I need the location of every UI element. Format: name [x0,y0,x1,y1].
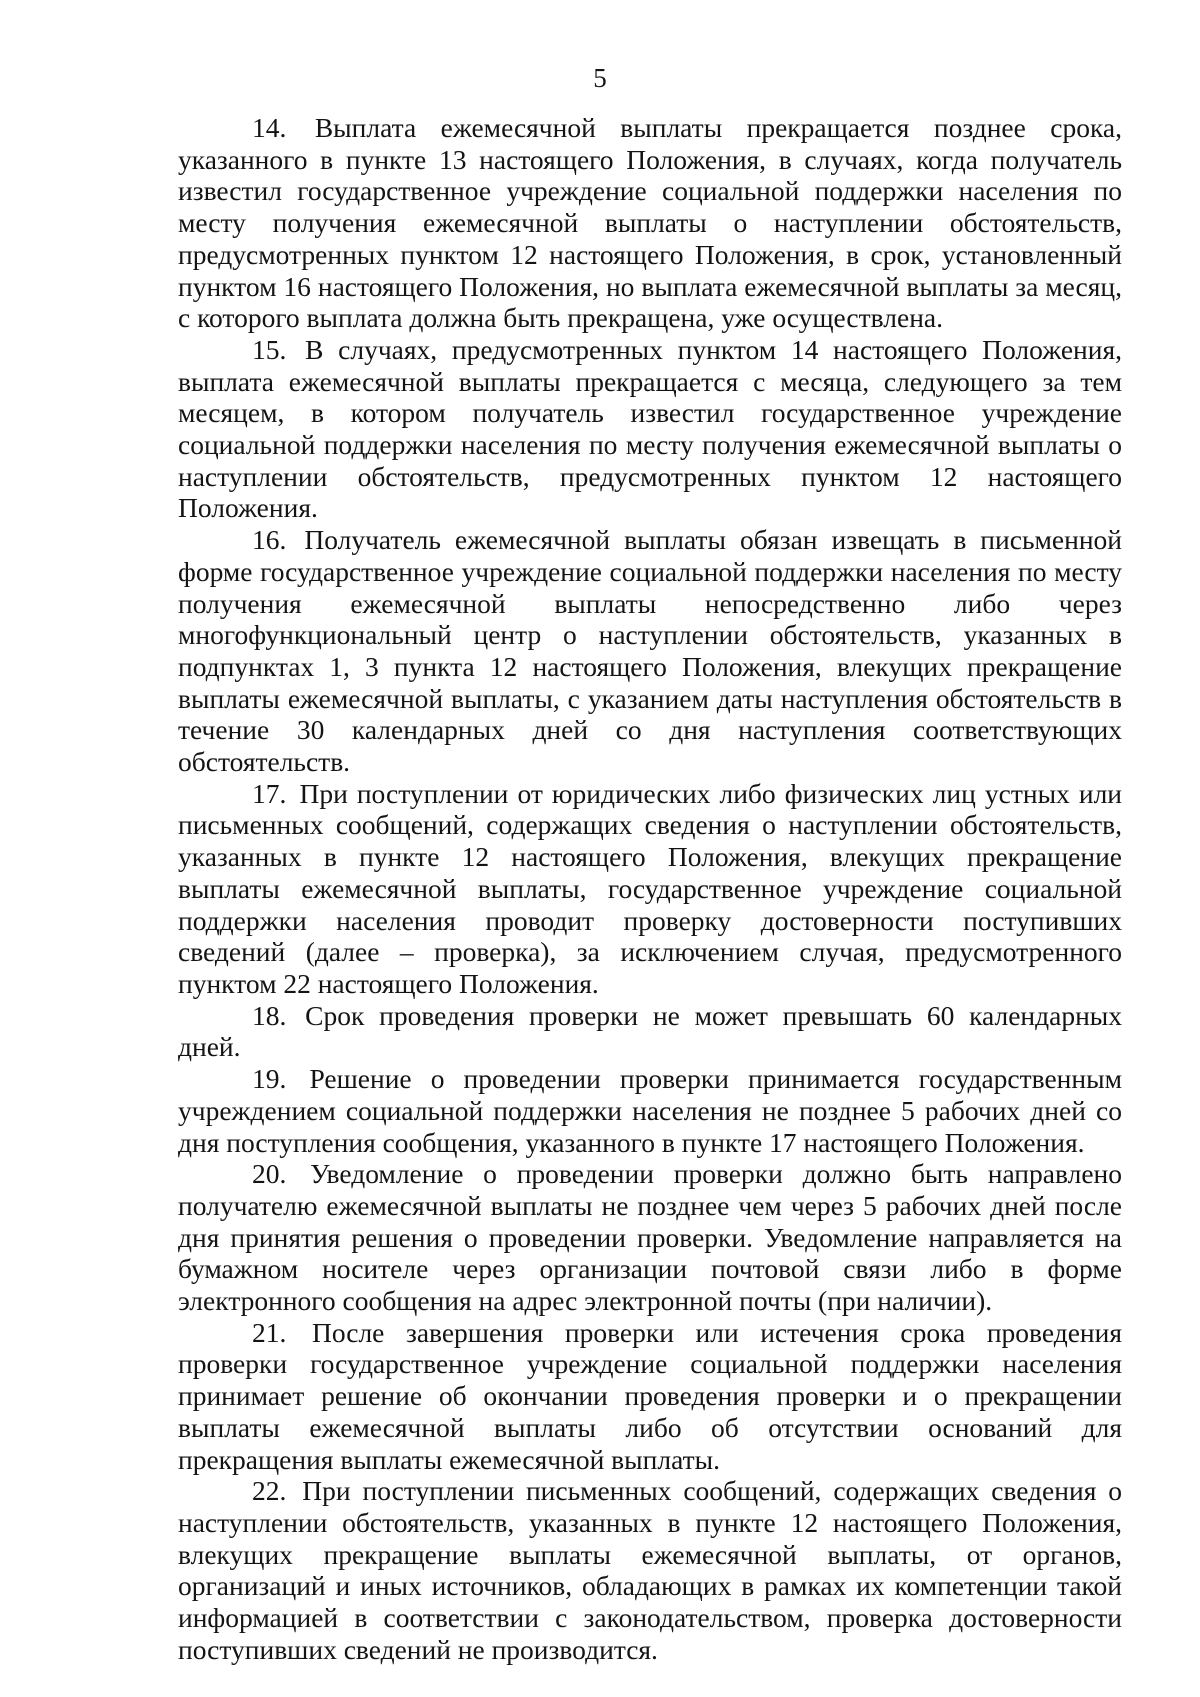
paragraph-number: 15. [252,333,287,365]
paragraph-number: 14. [252,112,287,143]
paragraph-22 [178,1475,1122,1665]
paragraph-19 [178,1063,1122,1158]
paragraph-number: 19. [252,1063,287,1095]
paragraph-16 [178,524,1122,778]
paragraph-17 [178,778,1122,1000]
paragraph-15 [178,334,1122,524]
paragraph-text: Решение о проведении проверки принимается государственным учреждением социальной поддержки населения не позднее 5 рабочих дней со дня поступления сообщения, указанного в пункте 17 настоящего Положения. [178,1063,1122,1158]
paragraph-number: 17. [252,777,287,809]
paragraph-text: При поступлении от юридических либо физических лиц устных или письменных сообщений, содержащих сведения о наступлении обстоятельств, указанных в пункте 12 настоящего Положения, влекущих прекращение выплаты ежемесячной выплаты, государственное учреждение социальной поддержки населения проводит проверку достоверности поступивших сведений (далее – проверка), за исключением случая, предусмотренного пунктом 22 настоящего Положения. [178,777,1123,999]
paragraph-text: После завершения проверки или истечения срока проведения проверки государственное учреждение социальной поддержки населения принимает решение об окончании проведения проверки и о прекращении выплаты ежемесячной выплаты либо об отсутствии оснований для прекращения выплаты ежемесячной выплаты. [178,1316,1122,1475]
paragraph-number: 22. [252,1475,287,1507]
paragraph-14 [178,112,1122,334]
paragraph-text: Выплата ежемесячной выплаты прекращается позднее срока, указанного в пункте 13 настоящего Положения, в случаях, когда получатель известил государственное учреждение социальной поддержки населения по месту получения ежемесячной выплаты о наступлении обстоятельств, предусмотренных пунктом 12 настоящего Положения, в срок, установленный пунктом 16 настоящего Положения, но выплата ежемесячной выплаты за месяц, с которого выплата должна быть прекращена, уже осуществлена. [178,112,1123,334]
page-number: 5 [593,63,607,93]
paragraph-number: 18. [252,999,287,1031]
paragraph-text: Срок проведения проверки не может превышать 60 календарных дней. [178,999,1123,1063]
paragraph-18 [178,1000,1122,1063]
paragraph-number: 20. [252,1158,287,1190]
paragraph-20 [178,1158,1122,1317]
paragraph-21 [178,1317,1122,1476]
paragraph-number: 16. [252,524,287,556]
paragraph-text: Получатель ежемесячной выплаты обязан извещать в письменной форме государственное учреждение социальной поддержки населения по месту получения ежемесячной выплаты непосредственно либо через многофункциональный центр о наступлении обстоятельств, указанных в подпунктах 1, 3 пункта 12 настоящего Положения, влекущих прекращение выплаты ежемесячной выплаты, с указанием даты наступления обстоятельств в течение 30 календарных дней со дня наступления соответствующих обстоятельств. [178,524,1122,778]
paragraph-text: В случаях, предусмотренных пунктом 14 настоящего Положения, выплата ежемесячной выплаты прекращается с месяца, следующего за тем месяцем, в котором получатель известил государственное учреждение социальной поддержки населения по месту получения ежемесячной выплаты о наступлении обстоятельств, предусмотренных пунктом 12 настоящего Положения. [178,333,1122,524]
paragraph-text: При поступлении письменных сообщений, содержащих сведения о наступлении обстоятельств, указанных в пункте 12 настоящего Положения, влекущих прекращение выплаты ежемесячной выплаты, от органов, организаций и иных источников, обладающих в рамках их компетенции такой информацией в соответствии с законодательством, проверка достоверности поступивших сведений не производится. [178,1475,1122,1665]
document-body [178,112,1122,1665]
paragraph-number: 21. [252,1316,287,1348]
paragraph-text: Уведомление о проведении проверки должно быть направлено получателю ежемесячной выплаты не позднее чем через 5 рабочих дней после дня принятия решения о проведении проверки. Уведомление направляется на бумажном носителе через организации почтовой связи либо в форме электронного сообщения на адрес электронной почты (при наличии). [178,1158,1122,1317]
